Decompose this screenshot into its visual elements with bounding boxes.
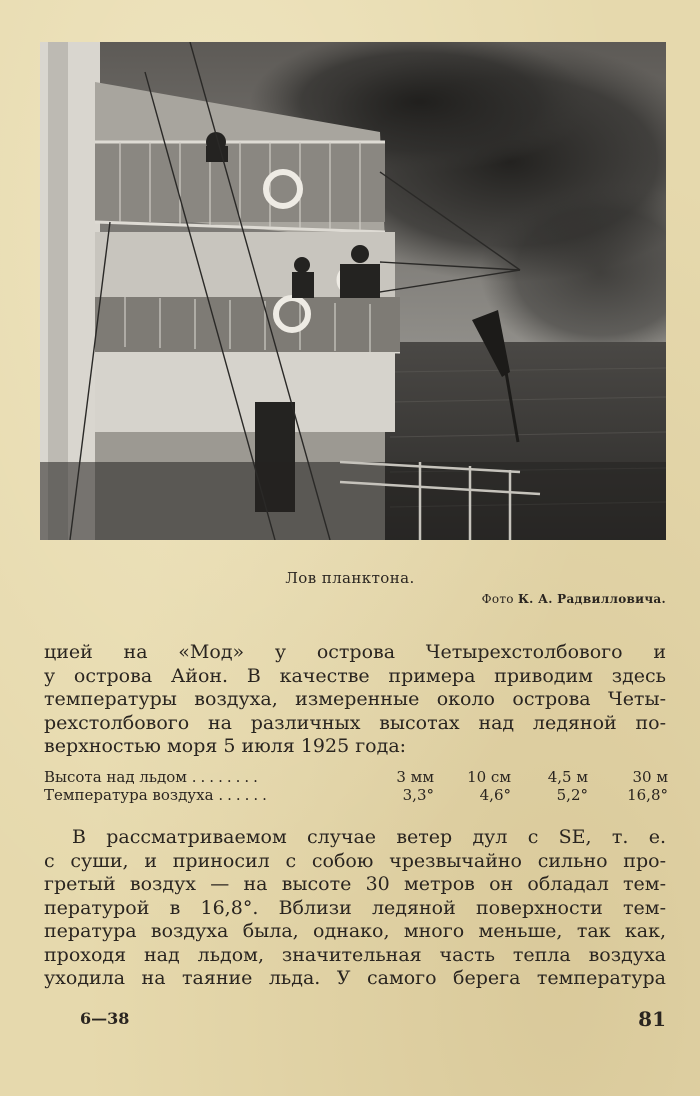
text-line: рехстолбового на различных высотах над ледяной по- <box>44 711 666 734</box>
table-cell: 3,3° <box>402 786 434 804</box>
text-line: верхностью моря 5 июля 1925 года: <box>44 735 407 757</box>
leader-dots: ...... <box>218 786 271 804</box>
plankton-fishing-photo <box>40 42 666 540</box>
table-cell: 10 см <box>467 768 511 786</box>
row-label-text: Температура воздуха <box>44 786 214 804</box>
leader-dots: ........ <box>191 768 262 786</box>
paragraph-1 <box>44 641 666 759</box>
text-line: пературой в 16,8°. Вблизи ледяной поверхности тем- <box>44 896 666 919</box>
table-cell: 30 м <box>632 768 668 786</box>
table-row-height <box>44 768 668 786</box>
table-row-temperature <box>44 786 668 804</box>
table-cell: 4,5 м <box>547 768 588 786</box>
text-line: с суши, и приносил с собою чрезвычайно сильно про- <box>44 849 666 872</box>
text-line: гретый воздух — на высоте 30 метров он обладал тем- <box>44 873 666 895</box>
photo-credit-name: К. А. Радвилловича. <box>517 592 666 606</box>
table-cell: 4,6° <box>479 786 511 804</box>
temperature-table <box>44 768 668 804</box>
table-cell: 16,8° <box>627 786 668 804</box>
row-label <box>44 786 364 804</box>
row-label-text: Высота над льдом <box>44 768 187 786</box>
text-line: пература воздуха была, однако, много меньше, так как, <box>44 920 666 942</box>
table-cell: 5,2° <box>556 786 588 804</box>
text-line: температуры воздуха, измеренные около острова Четы- <box>44 688 666 710</box>
page-number: 81 <box>638 1007 666 1031</box>
text-line: проходя над льдом, значительная часть тепла воздуха <box>44 943 666 966</box>
text-line: В рассматриваемом случае ветер дул с SE, т. е. <box>72 826 666 848</box>
table-cell: 3 мм <box>396 768 434 786</box>
text-line: цией на «Мод» у острова Четырехстолбового и <box>44 641 666 663</box>
signature-mark: 6—38 <box>80 1009 130 1028</box>
ship-deck-photo-illustration <box>40 42 666 540</box>
text-line: у острова Айон. В качестве примера приводим здесь <box>44 664 666 687</box>
photo-caption: Лов планктона. <box>285 569 415 587</box>
photo-credit <box>482 592 666 606</box>
text-line: уходила на таяние льда. У самого берега температура <box>44 967 666 989</box>
row-label <box>44 768 364 786</box>
photo-credit-prefix: Фото <box>481 592 518 606</box>
paragraph-2 <box>44 826 666 991</box>
